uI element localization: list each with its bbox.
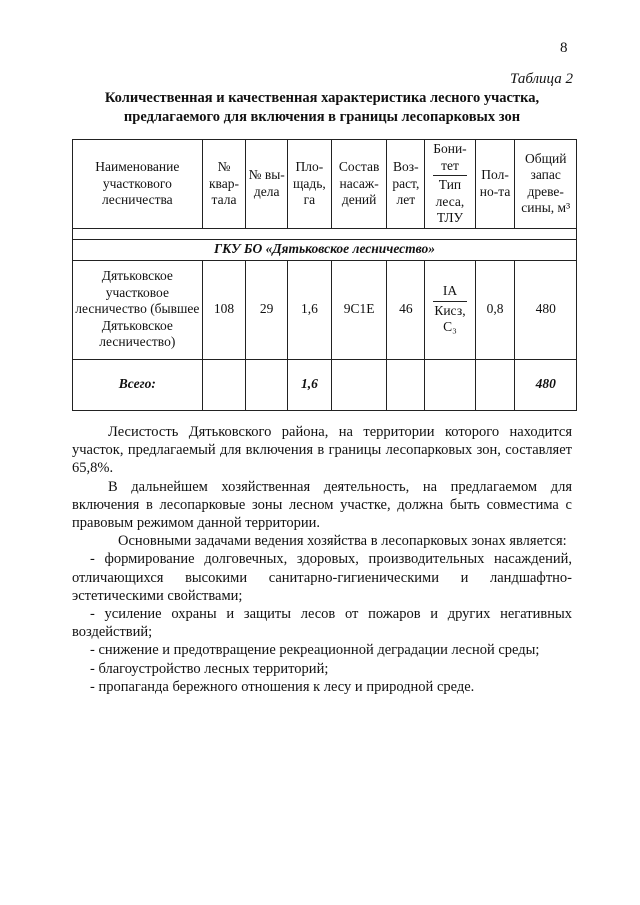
table-title: Количественная и качественная характеристика лесного участка, предлагаемого для включения в границы лесопарковых зон — [104, 90, 540, 125]
paragraph-activity: В дальнейшем хозяйственная деятельность, на предлагаемом для включения в лесопарковые зоны лесном участке, должна быть совместима с правовым режимом данной территории. — [72, 478, 572, 532]
list-item: - снижение и предотвращение рекреационной деградации лесной среды; — [90, 642, 540, 659]
header-name: Наименование участкового лесничества — [73, 140, 203, 229]
table-header-row — [73, 140, 577, 229]
list-item: - пропаганда бережного отношения к лесу и природной среде. — [90, 678, 475, 695]
page-number: 8 — [560, 40, 568, 56]
total-label: Всего: — [73, 359, 203, 410]
header-kvartal: № квар-тала — [202, 140, 246, 229]
table-spacer-row — [73, 228, 577, 239]
table-org-row — [73, 239, 577, 260]
cell-sostav: 9С1Е — [331, 260, 387, 359]
total-area: 1,6 — [287, 359, 331, 410]
header-polnota: Пол-но-та — [475, 140, 515, 229]
header-bonitet — [425, 140, 475, 229]
cell-area: 1,6 — [287, 260, 331, 359]
total-empty-4 — [387, 359, 425, 410]
cell-bonitet-top: IA — [433, 283, 466, 302]
cell-name: Дятьковское участковое лесничество (бывшее Дятьковское лесничество) — [73, 260, 203, 359]
header-bonitet-top: Бони-тет — [433, 141, 466, 176]
list-item: - формирование долговечных, здоровых, производительных насаждений, отличающихся высокими санитарно-гигиеническими и ландшафтно-эстетическими свойствами; — [72, 551, 572, 604]
cell-polnota: 0,8 — [475, 260, 515, 359]
total-empty-5 — [425, 359, 475, 410]
header-vydel: № вы-дела — [246, 140, 288, 229]
cell-age: 46 — [387, 260, 425, 359]
header-age: Воз-раст, лет — [387, 140, 425, 229]
cell-bonitet — [425, 260, 475, 359]
table-row — [73, 260, 577, 359]
total-empty-1 — [202, 359, 246, 410]
header-bonitet-bottom: Тип леса, ТЛУ — [435, 177, 465, 225]
paragraph-forest-cover: Лесистость Дятьковского района, на территории которого находится участок, предлагаемый для включения в границы лесопарковых зон, составляет 65,8%. — [72, 424, 572, 477]
total-empty-3 — [331, 359, 387, 410]
body-text — [72, 423, 572, 696]
total-empty-2 — [246, 359, 288, 410]
table-total-row — [73, 359, 577, 410]
cell-zapas: 480 — [515, 260, 577, 359]
cell-bonitet-bottom: Кисз, С₃ — [434, 302, 466, 335]
cell-kvartal: 108 — [202, 260, 246, 359]
header-sostav: Состав насаж-дений — [331, 140, 387, 229]
org-name: ГКУ БО «Дятьковское лесничество» — [73, 239, 577, 260]
total-empty-6 — [475, 359, 515, 410]
cell-vydel: 29 — [246, 260, 288, 359]
forest-plot-table — [72, 139, 577, 411]
table-label: Таблица 2 — [510, 71, 573, 87]
header-zapas: Общий запас древе-сины, м³ — [515, 140, 577, 229]
total-zapas: 480 — [515, 359, 577, 410]
paragraph-tasks: Основными задачами ведения хозяйства в лесопарковых зонах является: — [118, 533, 567, 550]
list-item: - благоустройство лесных территорий; — [90, 660, 329, 677]
list-item: - усиление охраны и защиты лесов от пожаров и других негативных воздействий; — [72, 606, 572, 641]
header-area: Пло-щадь, га — [287, 140, 331, 229]
